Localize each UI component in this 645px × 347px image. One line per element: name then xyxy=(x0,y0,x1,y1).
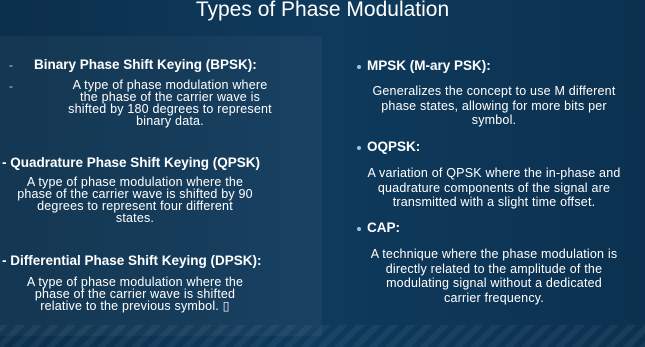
bullet-icon xyxy=(357,65,361,69)
heading-bpsk: Binary Phase Shift Keying (BPSK): xyxy=(34,57,257,72)
slide-title: Types of Phase Modulation xyxy=(195,0,450,21)
heading-oqpsk: OQPSK: xyxy=(367,139,421,154)
desc-cap xyxy=(343,247,645,305)
text-line: binary data. xyxy=(136,114,204,128)
text-line: A variation of QPSK where the in-phase and xyxy=(367,166,621,180)
text-line: the phase of the carrier wave is xyxy=(79,90,261,104)
text-line: states. xyxy=(115,211,155,225)
decorative-stripes xyxy=(0,325,645,347)
list-marker: - xyxy=(9,58,13,72)
text-line: symbol. xyxy=(471,113,517,127)
heading-qpsk: - Quadrature Phase Shift Keying (QPSK) xyxy=(2,155,261,170)
text-line: carrier frequency. xyxy=(444,290,544,305)
text-line: A technique where the phase modulation is xyxy=(370,247,618,261)
text-line: phase of the carrier wave is shifted xyxy=(34,287,236,301)
bullet-icon xyxy=(357,146,361,150)
text-line: Generalizes the concept to use M different xyxy=(372,84,616,98)
heading-mpsk: MPSK (M-ary PSK): xyxy=(367,58,491,73)
text-line: modulating signal without a dedicated xyxy=(386,276,602,290)
desc-qpsk xyxy=(0,176,270,224)
text-line: phase states, allowing for more bits per xyxy=(381,98,607,113)
desc-oqpsk xyxy=(343,166,645,210)
text-line: A type of phase modulation where the xyxy=(26,175,244,189)
list-marker: - xyxy=(9,79,13,93)
heading-dpsk: - Differential Phase Shift Keying (DPSK): xyxy=(2,253,262,268)
text-line: shifted by 180 degrees to represent xyxy=(68,102,272,116)
desc-bpsk xyxy=(20,79,320,127)
text-line: directly related to the amplitude of the xyxy=(385,261,603,276)
desc-mpsk xyxy=(343,84,645,128)
text-line: phase of the carrier wave is shifted by 90 xyxy=(17,187,253,201)
text-line: relative to the previous symbol. ▯ xyxy=(40,299,230,313)
desc-dpsk xyxy=(0,276,270,312)
text-line: transmitted with a slight time offset. xyxy=(392,195,596,209)
text-line: A type of phase modulation where xyxy=(72,78,268,92)
bullet-icon xyxy=(357,227,361,231)
text-line: quadrature components of the signal are xyxy=(377,180,611,195)
heading-cap: CAP: xyxy=(367,220,400,235)
text-line: A type of phase modulation where the xyxy=(26,275,244,289)
text-line: degrees to represent four different xyxy=(37,199,233,213)
